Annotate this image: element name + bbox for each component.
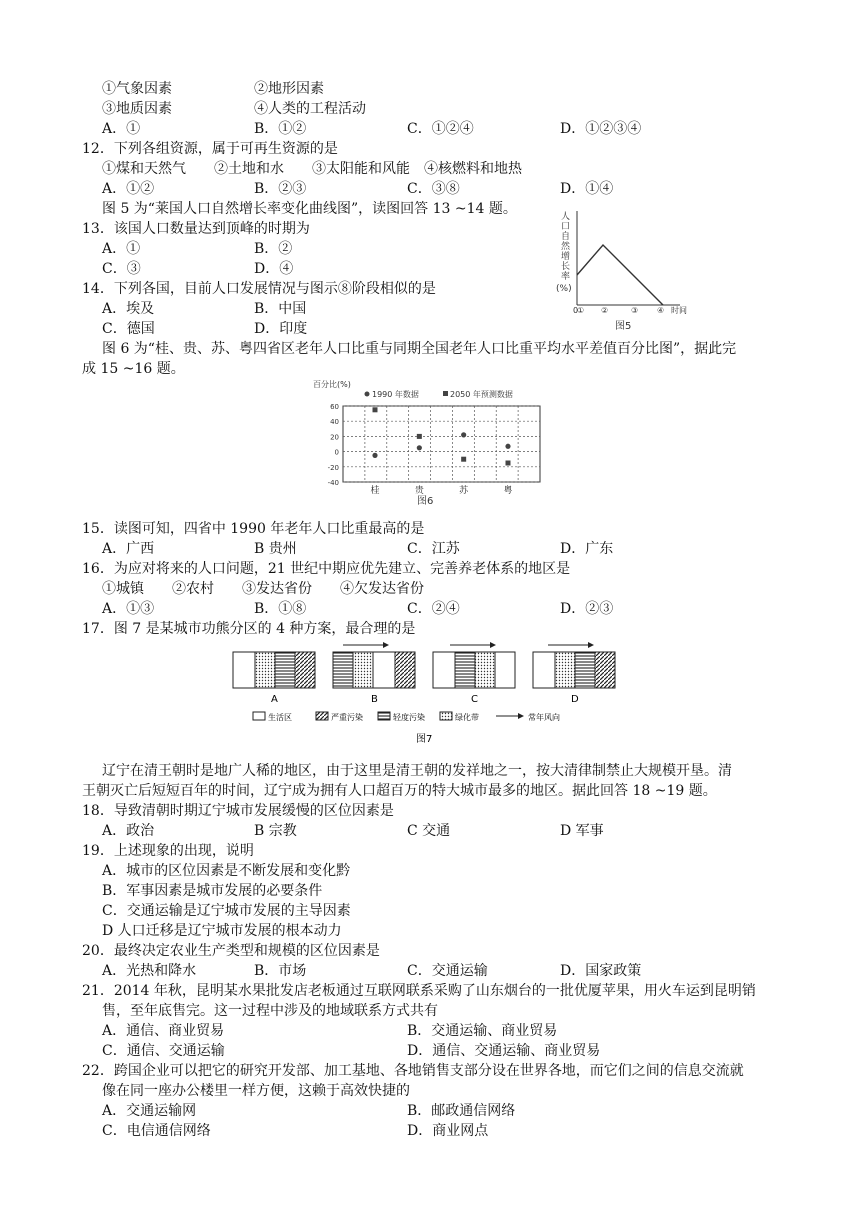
fig5-tick-2: ② [601, 306, 609, 315]
q21-option-a: A．通信、商业贸易 [102, 1023, 225, 1039]
q22-option-c: C．电信通信网络 [102, 1123, 211, 1139]
fig6-xtick-label: 苏 [459, 486, 469, 496]
q21-stem-line1: 21．2014 年秋，昆明某水果批发店老板通过互联网联系采购了山东烟台的一批优厦苹果，用火车运到昆明销 [82, 983, 756, 999]
fig6-points [372, 407, 510, 465]
q18-option-d: D 军事 [560, 823, 604, 839]
svg-text:生活区: 生活区 [268, 713, 292, 722]
fig5-growth-curve [577, 245, 663, 305]
passage-line2: 王朝灭亡后短短百年的时间，辽宁成为拥有人口超百万的特大城市最多的地区。据此回答 18 ~19 题。 [82, 783, 717, 799]
q18-option-b: B 宗教 [254, 823, 297, 839]
q22-option-d: D．商业网点 [407, 1123, 489, 1139]
svg-text:轻度污染: 轻度污染 [393, 713, 425, 722]
q16-option-a: A．①③ [102, 601, 155, 617]
q13-option-c: C．③ [102, 261, 141, 277]
svg-text:自: 自 [561, 232, 571, 242]
q11-option-d: D．①②③④ [560, 121, 642, 137]
q11-option-b: B．①② [254, 121, 307, 137]
q16-items: ①城镇 ②农村 ③发达省份 ④欠发达省份 [102, 581, 424, 597]
q11-option-a: A．① [102, 121, 141, 137]
q19-option-b: B．军事因素是城市发展的必要条件 [102, 883, 323, 899]
q19-option-c: C．交通运输是辽宁城市发展的主导因素 [102, 903, 351, 919]
q15-option-b: B 贵州 [254, 541, 297, 557]
fig6-xtick-label: 贵 [414, 486, 424, 496]
q21-option-b: B．交通运输、商业贸易 [407, 1023, 558, 1039]
q19-option-a: A．城市的区位因素是不断发展和变化黔 [102, 863, 351, 879]
fig6-ytick-label: -40 [327, 479, 339, 487]
legend-1990-marker [365, 392, 370, 397]
q13-option-d: D．④ [254, 261, 294, 277]
q11-factor-3: ③地质因素 [102, 101, 172, 117]
fig6-grid [343, 406, 540, 482]
fig5-caption: 图5 [615, 321, 632, 332]
q20-option-b: B．市场 [254, 963, 307, 979]
q14-option-a: A．埃及 [102, 301, 155, 317]
fig6-point-2050 [506, 461, 511, 466]
fig7-legend [253, 712, 560, 722]
svg-text:长: 长 [561, 262, 571, 272]
fig6-ytick-label: 0 [334, 448, 339, 457]
q13-stem: 13．该国人口数量达到顶峰的时期为 [82, 221, 310, 237]
fig6-ytick-label: -20 [327, 463, 339, 472]
legend-2050-label: 2050 年预测数据 [450, 390, 513, 399]
fig6-xtick-label: 桂 [370, 486, 380, 496]
fig6-point-1990 [417, 445, 422, 450]
fig6-legend [365, 389, 513, 399]
fig6-ytick-label: 60 [330, 403, 339, 411]
q19-option-d: D 人口迁移是辽宁城市发展的根本动力 [102, 923, 342, 939]
q13-option-a: A．① [102, 241, 141, 257]
q22-stem-line2: 像在同一座办公楼里一样方便，这赖于高效快捷的 [102, 1083, 410, 1099]
fig6-frame [343, 406, 540, 482]
q11-option-c: C．①②④ [407, 121, 474, 137]
q12-option-c: C．③⑧ [407, 181, 460, 197]
fig5-tick-3: ③ [631, 306, 639, 315]
q11-factor-2: ②地形因素 [254, 81, 324, 97]
q17-stem: 17．图 7 是某城市功熊分区的 4 种方案，最合理的是 [82, 621, 416, 637]
q15-option-a: A．广西 [102, 541, 155, 557]
q12-option-d: D．①④ [560, 181, 614, 197]
fig6-ytick-label: 40 [330, 418, 339, 427]
q14-option-d: D．印度 [254, 321, 308, 337]
fig6-point-1990 [505, 444, 510, 449]
scheme-a [233, 652, 315, 705]
fig6-ylabel: 百分比(%) [313, 380, 351, 389]
q12-option-b: B．②③ [254, 181, 307, 197]
svg-text:(%): (%) [556, 284, 572, 294]
q16-stem: 16．为应对将来的人口问题，21 世纪中期应优先建立、完善养老体系的地区是 [82, 561, 571, 577]
q12-option-a: A．①② [102, 181, 155, 197]
fig5-tick-1: ① [577, 306, 585, 315]
intro-15-16-line1: 图 6 为“桂、贵、苏、粤四省区老年人口比重与同期全国老年人口比重平均水平差值百分比图”，据此完 [102, 341, 737, 357]
q12-items: ①煤和天然气 ②土地和水 ③太阳能和风能 ④核燃料和地热 [102, 161, 522, 177]
q11-factor-1: ①气象因素 [102, 81, 172, 97]
fig5-xlabel: 时间 [671, 306, 687, 315]
q15-option-c: C．江苏 [407, 541, 460, 557]
q16-option-b: B．①⑧ [254, 601, 307, 617]
q21-option-d: D．通信、交通运输、商业贸易 [407, 1043, 601, 1059]
q22-stem-line1: 22．跨国企业可以把它的研究开发部、加工基地、各地销售支部分设在世界各地，而它们之间的信息交流就 [82, 1063, 744, 1079]
legend-2050-marker [443, 391, 448, 396]
q16-option-d: D．②③ [560, 601, 614, 617]
q15-option-d: D．广东 [560, 541, 614, 557]
q20-option-c: C．交通运输 [407, 963, 488, 979]
intro-13-14: 图 5 为“莱国人口自然增长率变化曲线图”，读图回答 13 ~14 题。 [102, 201, 517, 217]
q15-stem: 15．读图可知，四省中 1990 年老年人口比重最高的是 [82, 521, 425, 537]
scheme-d-label: D [571, 694, 579, 705]
q11-factor-4: ④人类的工程活动 [254, 101, 366, 117]
svg-text:口: 口 [561, 222, 571, 232]
fig5-tick-4: ④ [657, 306, 665, 315]
fig6-ytick-label: 20 [330, 433, 339, 442]
intro-15-16-line2: 成 15 ~16 题。 [82, 361, 185, 377]
scheme-c [433, 642, 515, 705]
fig6-point-2050 [417, 434, 422, 439]
q13-option-b: B．② [254, 241, 293, 257]
fig6-yticks [328, 403, 339, 487]
q14-stem: 14．下列各国，目前人口发展情况与图示⑧阶段相似的是 [82, 281, 436, 297]
legend-1990-label: 1990 年数据 [372, 390, 419, 399]
fig6-point-2050 [461, 457, 466, 462]
q19-stem: 19．上述现象的出现，说明 [82, 843, 254, 859]
svg-text:严重污染: 严重污染 [331, 713, 363, 722]
svg-text:增: 增 [561, 252, 571, 262]
figure-7 [228, 640, 628, 748]
svg-text:人: 人 [561, 212, 571, 222]
q21-stem-line2: 售，至年底售完。这一过程中涉及的地域联系方式共有 [102, 1003, 438, 1019]
scheme-c-label: C [471, 694, 478, 705]
q22-option-a: A．交通运输网 [102, 1103, 197, 1119]
q14-option-b: B．中国 [254, 301, 307, 317]
q18-option-a: A．政治 [102, 823, 155, 839]
svg-text:率: 率 [561, 272, 571, 282]
scheme-b-label: B [371, 694, 378, 705]
q20-stem: 20．最终决定农业生产类型和规模的区位因素是 [82, 943, 380, 959]
figure-5 [555, 205, 705, 335]
figure-6-chart [305, 378, 550, 508]
q20-option-a: A．光热和降水 [102, 963, 197, 979]
q14-option-c: C．德国 [102, 321, 155, 337]
fig6-point-1990 [461, 432, 466, 437]
q20-option-d: D．国家政策 [560, 963, 642, 979]
scheme-b [333, 642, 415, 705]
q22-option-b: B．邮政通信网络 [407, 1103, 516, 1119]
fig6-caption: 图6 [417, 496, 434, 507]
svg-text:常年风向: 常年风向 [528, 713, 560, 722]
fig6-point-1990 [372, 453, 377, 458]
q18-stem: 18．导致清朝时期辽宁城市发展缓慢的区位因素是 [82, 803, 394, 819]
svg-text:绿化带: 绿化带 [455, 713, 479, 722]
fig6-xticks [370, 484, 512, 496]
fig5-origin: 0 [573, 306, 579, 315]
fig6-point-2050 [373, 407, 378, 412]
fig6-xtick-label: 粤 [503, 486, 513, 496]
fig5-ylabel [556, 210, 572, 294]
fig7-caption: 图7 [416, 734, 433, 745]
q18-option-c: C 交通 [407, 823, 451, 839]
q12-stem: 12．下列各组资源，属于可再生资源的是 [82, 141, 338, 157]
passage-line1: 辽宁在清王朝时是地广人稀的地区，由于这里是清王朝的发祥地之一，按大清律制禁止大规模开垦。清 [102, 763, 732, 779]
q16-option-c: C．②④ [407, 601, 460, 617]
scheme-a-label: A [271, 694, 278, 705]
svg-text:然: 然 [561, 242, 571, 252]
scheme-d [533, 642, 615, 705]
q21-option-c: C．通信、交通运输 [102, 1043, 225, 1059]
